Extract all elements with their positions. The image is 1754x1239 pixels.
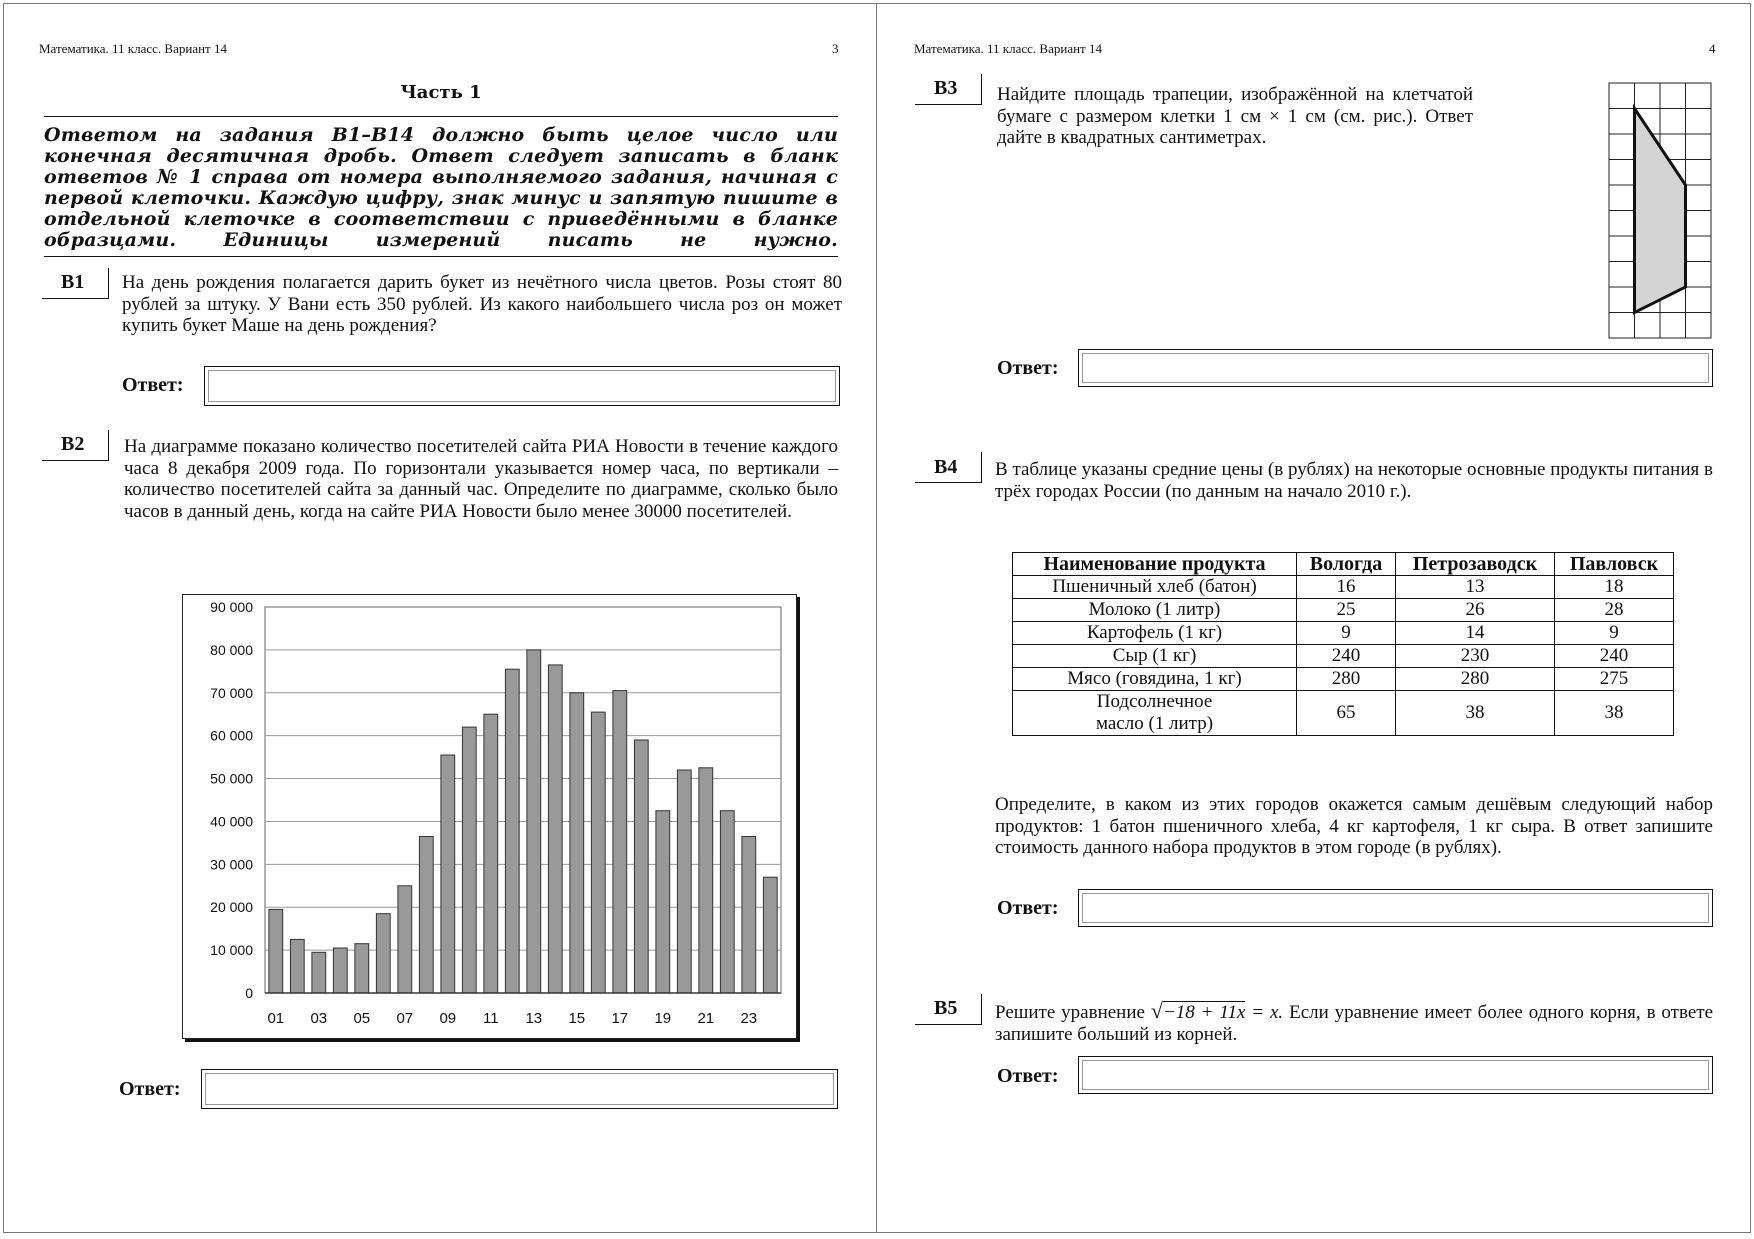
x-tick-label: 19: [654, 1010, 672, 1027]
bar-hour-17: [613, 691, 627, 993]
b4-answer-label: Ответ:: [997, 897, 1059, 919]
y-tick-label: 80 000: [210, 641, 253, 658]
page-number-right: 4: [1709, 41, 1716, 56]
bar-hour-05: [355, 944, 369, 993]
x-tick-label: 23: [740, 1010, 758, 1027]
b5-rhs: = x.: [1245, 1002, 1284, 1023]
table-header-pavlovsk: Павловск: [1555, 553, 1674, 576]
table-cell: 9: [1555, 622, 1674, 645]
left-page: [3, 3, 877, 1233]
grid-cell: [1686, 83, 1712, 109]
bar-hour-11: [484, 714, 498, 993]
grid-cell: [1609, 160, 1635, 186]
grid-cell: [1686, 109, 1712, 135]
bar-hour-21: [699, 768, 713, 993]
b3-answer-label: Ответ:: [997, 357, 1059, 379]
y-tick-label: 10 000: [210, 942, 253, 959]
table-cell: Картофель (1 кг): [1013, 622, 1297, 645]
y-tick-label: 50 000: [210, 770, 253, 787]
x-tick-label: 11: [483, 1010, 499, 1027]
grid-cell: [1609, 313, 1635, 339]
grid-cell: [1635, 83, 1661, 109]
y-tick-label: 90 000: [210, 599, 253, 615]
grid-cell: [1609, 134, 1635, 160]
bar-hour-01: [269, 909, 283, 993]
instructions-rule-top: [44, 116, 838, 117]
bar-hour-09: [441, 755, 455, 993]
grid-cell: [1686, 262, 1712, 288]
table-cell: 16: [1297, 576, 1396, 599]
x-tick-label: 07: [396, 1010, 414, 1027]
table-row: [1013, 668, 1674, 691]
table-cell: 28: [1555, 599, 1674, 622]
table-cell: Сыр (1 кг): [1013, 645, 1297, 668]
b4-intro: В таблице указаны средние цены (в рублях) на некоторые основные продукты питания в трёх городах России (по данным на начало 2010 г.).: [995, 459, 1713, 502]
grid-cell: [1686, 211, 1712, 237]
table-header-row: [1013, 553, 1674, 576]
grid-cell: [1660, 109, 1686, 135]
b5-answer-label: Ответ:: [997, 1065, 1059, 1087]
table-cell: 25: [1297, 599, 1396, 622]
bar-hour-02: [290, 939, 304, 993]
b3-trapezoid-figure: [1607, 81, 1713, 341]
grid-cell: [1660, 83, 1686, 109]
table-row: [1013, 645, 1674, 668]
instructions-rule-bottom: [44, 256, 838, 257]
grid-cell: [1635, 313, 1661, 339]
y-tick-label: 60 000: [210, 727, 253, 744]
bar-hour-15: [570, 693, 584, 993]
b1-answer-field[interactable]: [204, 366, 840, 406]
b2-bar-chart: [183, 595, 795, 1037]
header-title-left: Математика. 11 класс. Вариант 14: [39, 41, 227, 56]
grid-cell: [1686, 287, 1712, 313]
right-page: [876, 3, 1751, 1233]
table-cell: 14: [1396, 622, 1555, 645]
grid-cell: [1609, 83, 1635, 109]
grid-cell: [1660, 313, 1686, 339]
bar-hour-16: [591, 712, 605, 993]
table-cell: Молоко (1 литр): [1013, 599, 1297, 622]
y-tick-label: 70 000: [210, 684, 253, 701]
x-tick-label: 01: [267, 1010, 285, 1027]
table-cell: 18: [1555, 576, 1674, 599]
header-title-right: Математика. 11 класс. Вариант 14: [914, 41, 1102, 56]
b1-answer-label: Ответ:: [122, 374, 184, 396]
y-tick-label: 40 000: [210, 813, 253, 830]
b3-question: Найдите площадь трапеции, изображённой на клетчатой бумаге с размером клетки 1 см × 1 см (см. рис.). Ответ дайте в квадратных сантиметрах.: [997, 84, 1473, 148]
y-tick-label: 30 000: [210, 856, 253, 873]
grid-cell: [1686, 160, 1712, 186]
grid-cell: [1686, 313, 1712, 339]
table-cell: Мясо (говядина, 1 кг): [1013, 668, 1297, 691]
table-cell: 240: [1555, 645, 1674, 668]
b5-radicand: −18 + 11x: [1162, 1002, 1246, 1023]
b2-answer-field[interactable]: [201, 1069, 838, 1109]
x-tick-label: 09: [439, 1010, 457, 1027]
table-row: [1013, 576, 1674, 599]
b1-question: На день рождения полагается дарить букет из нечётного числа цветов. Розы стоят 80 рублей за штуку. У Вани есть 350 рублей. Из какого наибольшего числа роз он может купить букет Маше на день рождения?: [122, 272, 842, 336]
b2-number: B2: [61, 433, 85, 455]
part-instructions: Ответом на задания B1–B14 должно быть целое число или конечная десятичная дробь. Ответ следует записать в бланк ответов № 1 справа от номера выполняемого задания, начиная с первой клеточки. Каждую цифру, знак минус и запятую пишите в отдельной клеточке в соответствии с приведёнными в бланке образцами. Единицы измерений писать не нужно.: [44, 124, 838, 251]
y-tick-label: 20 000: [210, 899, 253, 916]
table-row: [1013, 691, 1674, 736]
b4-price-table: [1012, 552, 1674, 736]
b4-number: B4: [934, 456, 958, 478]
bar-hour-18: [634, 740, 648, 993]
bar-hour-20: [677, 770, 691, 993]
b1-number: B1: [61, 271, 85, 293]
grid-cell: [1609, 236, 1635, 262]
b3-number: B3: [934, 77, 958, 99]
bar-hour-03: [312, 952, 326, 993]
bar-hour-12: [505, 669, 519, 993]
bar-hour-13: [527, 650, 541, 993]
grid-cell: [1686, 185, 1712, 211]
table-cell: 275: [1555, 668, 1674, 691]
table-header-vologda: Вологда: [1297, 553, 1396, 576]
table-cell: 38: [1555, 691, 1674, 736]
table-cell: Пшеничный хлеб (батон): [1013, 576, 1297, 599]
table-row: [1013, 599, 1674, 622]
bar-hour-22: [720, 811, 734, 993]
grid-cell: [1609, 262, 1635, 288]
b5-number: B5: [934, 997, 958, 1019]
table-cell: Подсолнечное масло (1 литр): [1013, 691, 1297, 736]
table-header-product: Наименование продукта: [1013, 553, 1297, 576]
table-cell: 65: [1297, 691, 1396, 736]
b2-question: На диаграмме показано количество посетителей сайта РИА Новости в течение каждого часа 8 декабря 2009 года. По горизонтали указывается номер часа, по вертикали – количество посетителей сайта за данный час. Определите по диаграмме, сколько было часов в данный день, когда на сайте РИА Новости было менее 30000 посетителей.: [124, 436, 838, 522]
b5-question: [995, 1000, 1713, 1045]
b4-question: Определите, в каком из этих городов окажется самым дешёвым следующий набор продуктов: 1 батон пшеничного хлеба, 4 кг картофеля, 1 кг сыра. В ответ запишите стоимость данного набора продуктов в этом городе (в рублях).: [995, 794, 1713, 858]
table-cell: 280: [1297, 668, 1396, 691]
x-tick-label: 03: [310, 1010, 328, 1027]
bar-hour-19: [656, 811, 670, 993]
bar-hour-04: [333, 948, 347, 993]
bar-hour-10: [462, 727, 476, 993]
b2-chart-frame: [182, 594, 797, 1039]
b5-text-after: Если уравнение имеет более одного корня, в ответе запишите больший из корней.: [995, 1002, 1714, 1045]
grid-cell: [1609, 211, 1635, 237]
y-tick-label: 0: [245, 985, 253, 1001]
bar-hour-07: [398, 886, 412, 993]
table-cell: 13: [1396, 576, 1555, 599]
x-tick-label: 15: [568, 1010, 586, 1027]
b5-equation: √−18 + 11x = x.: [1150, 998, 1284, 1023]
grid-cell: [1609, 185, 1635, 211]
bar-hour-08: [419, 837, 433, 994]
x-tick-label: 13: [525, 1010, 543, 1027]
b3-answer-field[interactable]: [1078, 349, 1713, 387]
part-title: Часть 1: [400, 82, 482, 103]
b5-answer-field[interactable]: [1078, 1056, 1713, 1094]
table-row: [1013, 622, 1674, 645]
b5-text-before: Решите уравнение: [995, 1002, 1145, 1023]
b2-answer-label: Ответ:: [119, 1078, 181, 1100]
table-cell: 26: [1396, 599, 1555, 622]
table-cell: 230: [1396, 645, 1555, 668]
page-number-left: 3: [832, 41, 839, 56]
bar-hour-06: [376, 914, 390, 993]
table-cell: 240: [1297, 645, 1396, 668]
table-cell: 280: [1396, 668, 1555, 691]
bar-hour-14: [548, 665, 562, 993]
x-tick-label: 17: [611, 1010, 629, 1027]
grid-cell: [1609, 109, 1635, 135]
table-header-petrozavodsk: Петрозаводск: [1396, 553, 1555, 576]
table-cell: 38: [1396, 691, 1555, 736]
table-cell: 9: [1297, 622, 1396, 645]
grid-cell: [1609, 287, 1635, 313]
x-tick-label: 21: [697, 1010, 715, 1027]
b4-answer-field[interactable]: [1078, 889, 1713, 927]
x-tick-label: 05: [353, 1010, 371, 1027]
grid-cell: [1686, 134, 1712, 160]
grid-cell: [1686, 236, 1712, 262]
bar-hour-24: [763, 877, 777, 993]
bar-hour-23: [742, 837, 756, 994]
